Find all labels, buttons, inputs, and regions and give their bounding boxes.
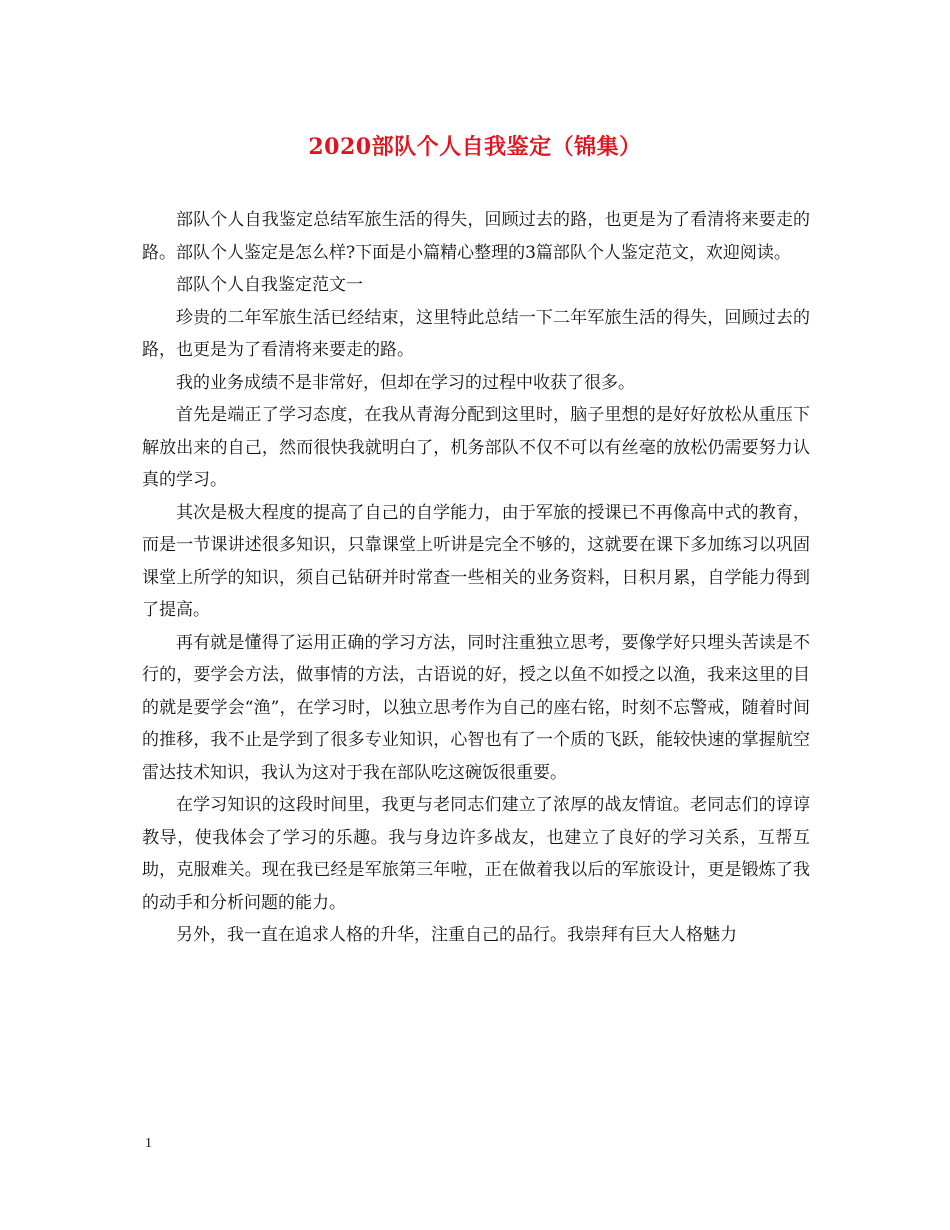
paragraph: 再有就是懂得了运用正确的学习方法，同时注重独立思考，要像学好只埋头苦读是不行的，要学会方法，做事情的方法，古语说的好，授之以鱼不如授之以渔，我来这里的目的就是要学会“渔”，在学习时，以独立思考作为自己的座右铭，时刻不忘警戒，随着时间的推移，我不止是学到了很多专业知识，心智也有了一个质的飞跃，能较快速的掌握航空雷达技术知识，我认为这对于我在部队吃这碗饭很重要。: [142, 632, 810, 783]
paragraph-intro: 部队个人自我鉴定总结军旅生活的得失，回顾过去的路，也更是为了看清将来要走的路。部队个人鉴定是怎么样?下面是小篇精心整理的3篇部队个人鉴定范文，欢迎阅读。: [142, 210, 810, 263]
paragraph: 另外，我一直在追求人格的升华，注重自己的品行。我崇拜有巨大人格魅力: [176, 925, 737, 945]
paragraph: 首先是端正了学习态度，在我从青海分配到这里时，脑子里想的是好好放松从重压下解放出来的自己，然而很快我就明白了，机务部队不仅不可以有丝毫的放松仍需要努力认真的学习。: [142, 405, 810, 490]
paragraph: 其次是极大程度的提高了自己的自学能力，由于军旅的授课已不再像高中式的教育，而是一节课讲述很多知识，只靠课堂上听讲是完全不够的，这就要在课下多加练习以巩固课堂上所学的知识，须自己钻研并时常查一些相关的业务资料，日积月累，自学能力得到了提高。: [142, 502, 810, 620]
paragraph: 我的业务成绩不是非常好，但却在学习的过程中收获了很多。: [176, 372, 635, 393]
section-heading: 部队个人自我鉴定范文一: [176, 275, 363, 295]
paragraph: 在学习知识的这段时间里，我更与老同志们建立了浓厚的战友情谊。老同志们的谆谆教导，使我体会了学习的乐趣。我与身边许多战友，也建立了良好的学习关系，互帮互助，克服难关。现在我已经是军旅第三年啦，正在做着我以后的军旅设计，更是锻炼了我的动手和分析问题的能力。: [142, 795, 810, 913]
document-title: 2020部队个人自我鉴定（锦集）: [308, 134, 642, 160]
paragraph: 珍贵的二年军旅生活已经结束，这里特此总结一下二年军旅生活的得失，回顾过去的路，也更是为了看清将来要走的路。: [142, 307, 810, 360]
page-number: 1: [145, 1136, 152, 1151]
document-body: [142, 204, 810, 952]
